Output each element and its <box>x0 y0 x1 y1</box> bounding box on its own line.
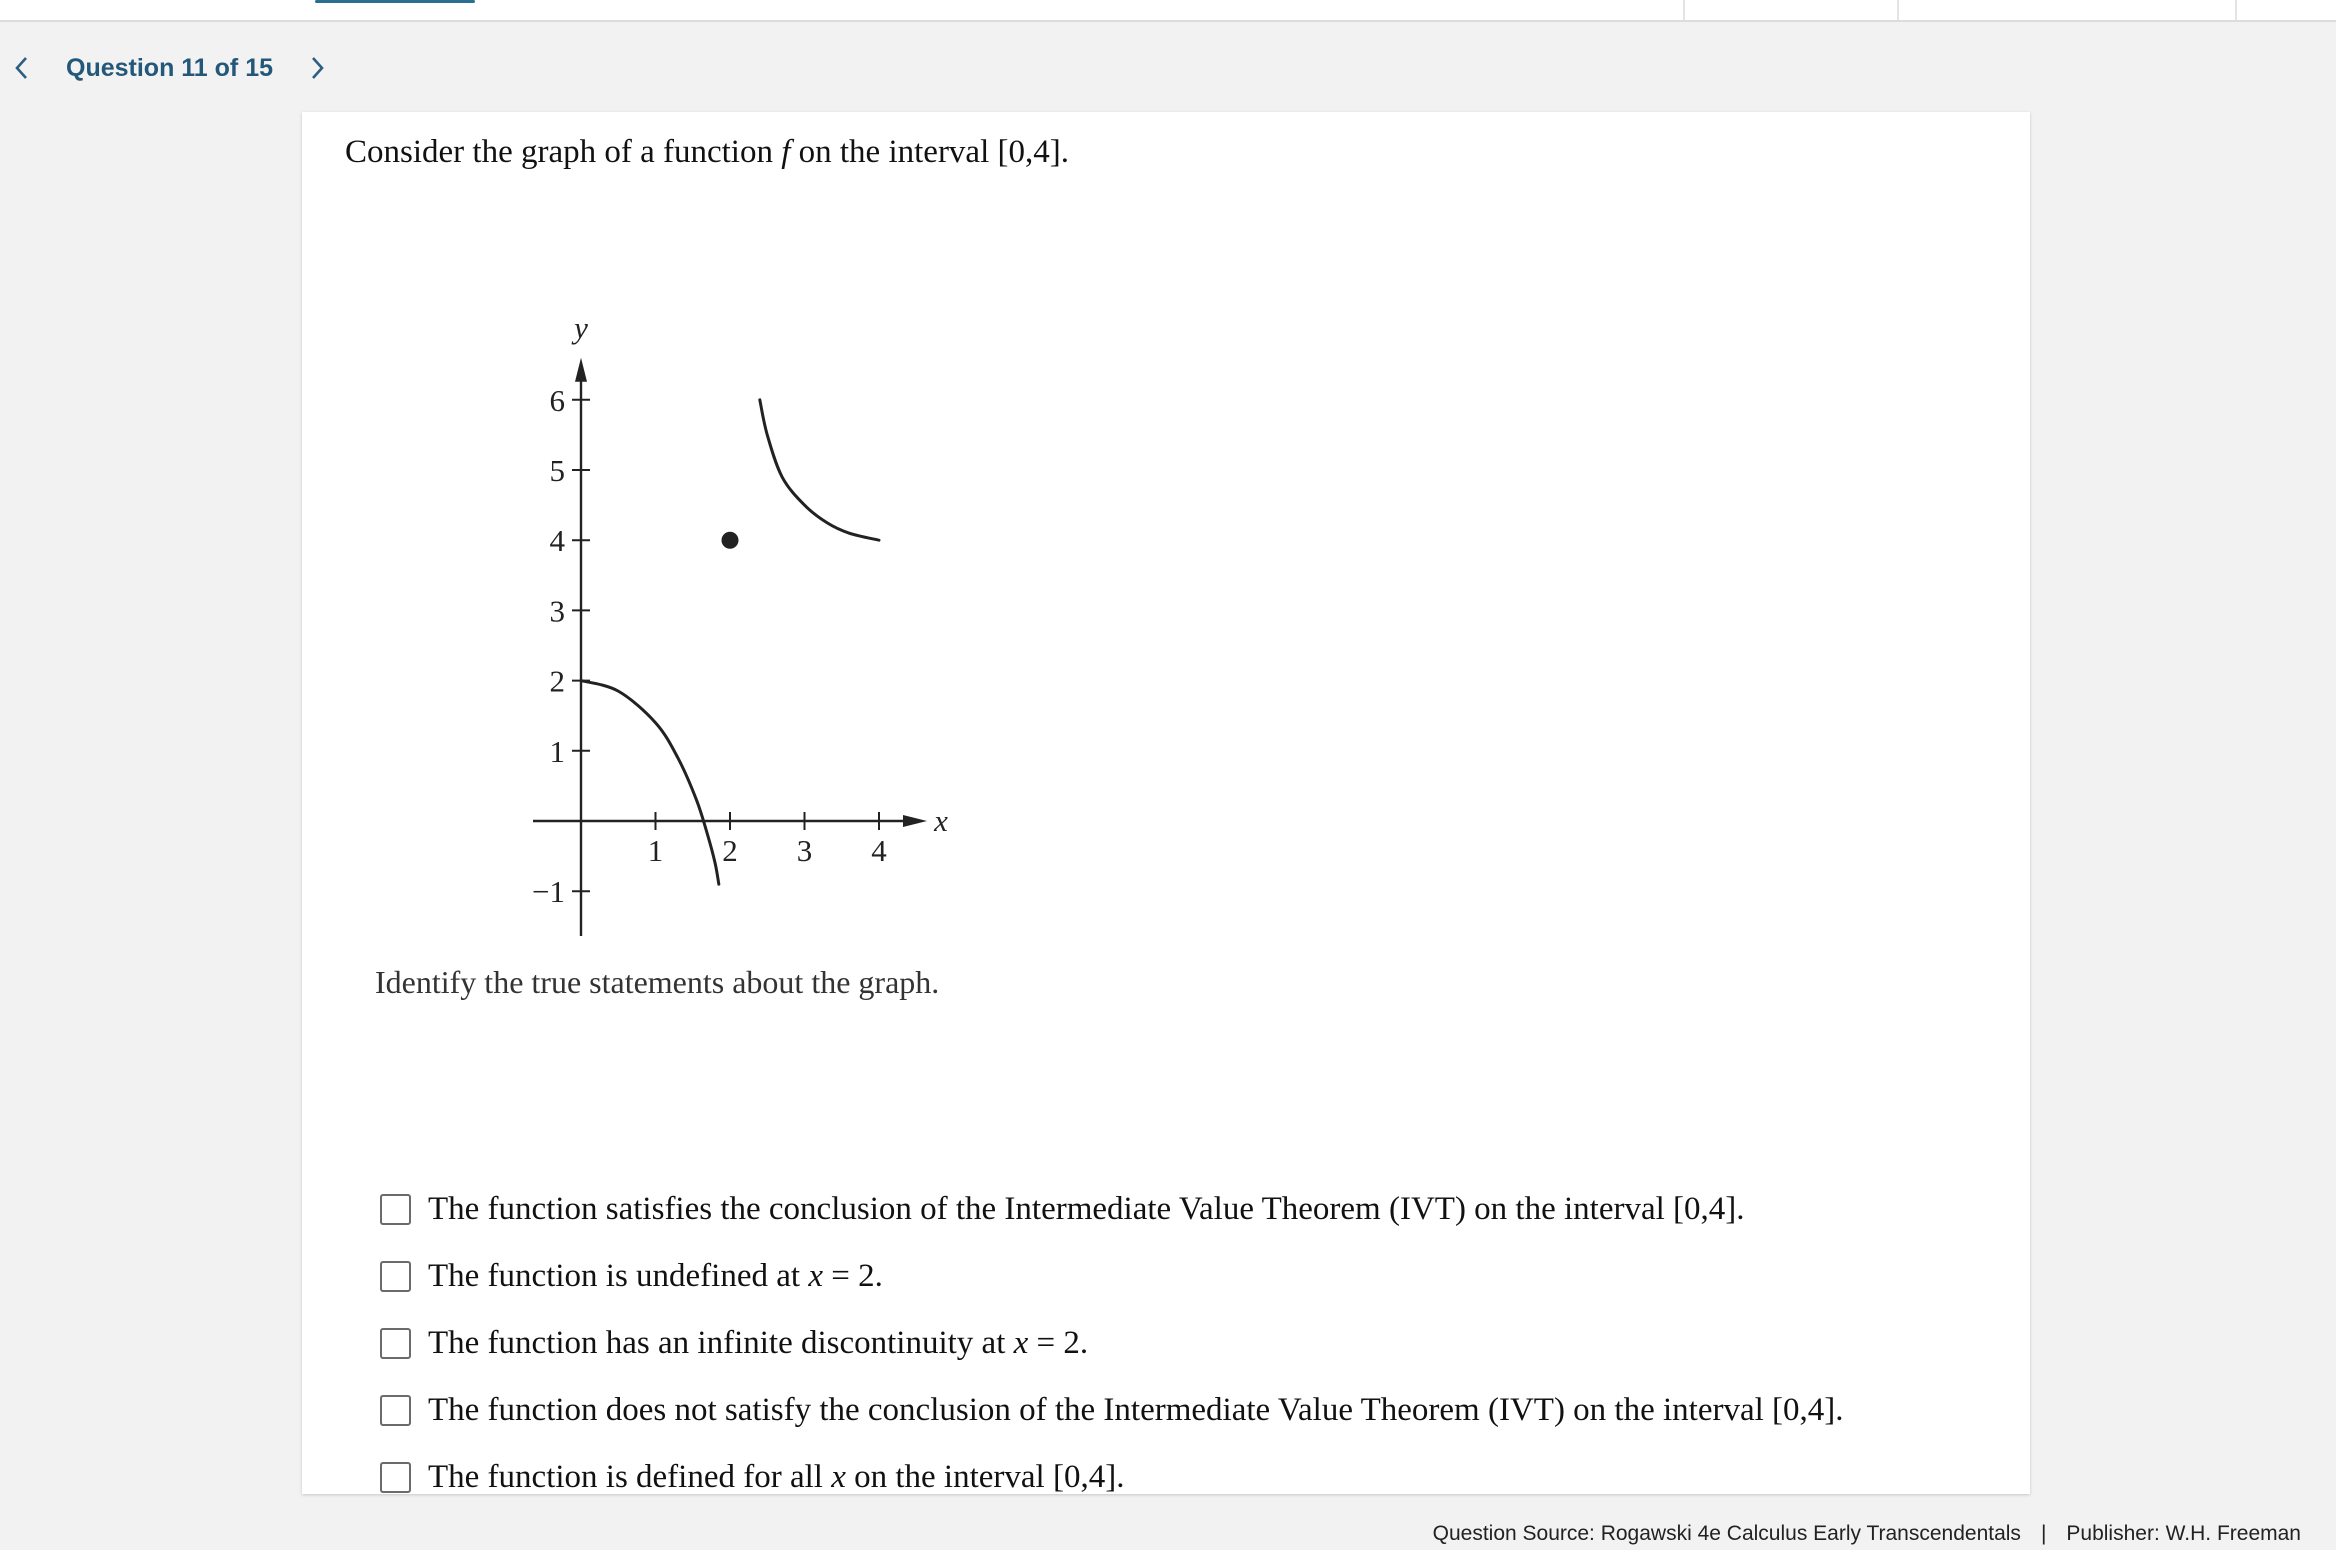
answer-option-text <box>428 1392 1844 1429</box>
prompt-text-start: Consider the graph of a function <box>345 134 782 170</box>
previous-question-button[interactable] <box>0 44 44 92</box>
y-tick-label: 4 <box>549 523 565 559</box>
option-text-part: The function has an infinite discontinuity at <box>428 1325 1014 1361</box>
answer-options <box>380 1176 1844 1511</box>
isolated-point <box>723 533 738 548</box>
question-card <box>302 112 2030 1494</box>
x-tick-label: 1 <box>647 833 664 868</box>
y-axis-arrow <box>575 358 587 382</box>
math-variable: x <box>831 1459 846 1495</box>
x-axis-label: x <box>934 803 948 838</box>
option-text-part: The function does not satisfy the conclusion of the Intermediate Value Theorem (IVT) on the interval [0,4]. <box>428 1392 1844 1428</box>
y-tick-label: 1 <box>549 733 565 769</box>
x-tick-label: 2 <box>722 833 738 868</box>
chevron-left-icon <box>12 54 32 82</box>
option-text-part: on the interval [0,4]. <box>845 1459 1125 1495</box>
footer-separator: | <box>2040 1522 2047 1545</box>
x-tick-label: 4 <box>871 833 887 868</box>
y-tick-label: 5 <box>549 453 565 488</box>
x-tick-label: 3 <box>796 833 813 868</box>
question-source: Question Source: Rogawski 4e Calculus Early Transcendentals <box>1432 1522 2021 1545</box>
function-variable: f <box>781 134 791 170</box>
y-tick-label: 2 <box>549 663 565 699</box>
answer-option-text <box>428 1459 1124 1496</box>
function-branch <box>760 400 879 540</box>
math-variable: x <box>808 1258 823 1294</box>
x-axis-arrow <box>903 815 927 827</box>
option-text-part: The function is undefined at <box>428 1258 809 1294</box>
answer-option-text <box>428 1191 1745 1228</box>
answer-option-text <box>428 1258 883 1295</box>
question-navigation <box>0 44 339 92</box>
question-counter: Question 11 of 15 <box>66 53 274 82</box>
answer-option[interactable] <box>380 1377 1844 1444</box>
top-bar-divider <box>2235 0 2237 20</box>
active-tab-indicator <box>315 0 475 3</box>
next-question-button[interactable] <box>295 44 339 92</box>
answer-option[interactable] <box>380 1176 1844 1243</box>
top-bar <box>0 0 2336 22</box>
top-bar-divider <box>1897 0 1899 20</box>
answer-checkbox[interactable] <box>380 1328 411 1359</box>
option-text-part: The function satisfies the conclusion of the Intermediate Value Theorem (IVT) on the interval [0,4]. <box>428 1191 1745 1227</box>
option-text-part: The function is defined for all <box>428 1459 832 1495</box>
answer-checkbox[interactable] <box>380 1395 411 1426</box>
answer-checkbox[interactable] <box>380 1462 411 1493</box>
answer-checkbox[interactable] <box>380 1194 411 1225</box>
question-prompt <box>345 134 1069 171</box>
publisher: Publisher: W.H. Freeman <box>2066 1522 2301 1545</box>
instruction-text: Identify the true statements about the graph. <box>375 964 940 1000</box>
y-tick-label: 3 <box>549 593 565 629</box>
option-text-part: = 2. <box>1028 1325 1089 1361</box>
option-text-part: = 2. <box>822 1258 883 1294</box>
answer-option[interactable] <box>380 1310 1844 1377</box>
math-variable: x <box>1013 1325 1029 1361</box>
answer-option[interactable] <box>380 1243 1844 1310</box>
question-footer <box>1433 1522 2301 1546</box>
y-tick-label: 6 <box>549 382 565 418</box>
prompt-text-end: on the interval [0,4]. <box>790 134 1069 170</box>
function-graph <box>400 194 1160 954</box>
answer-option[interactable] <box>380 1444 1844 1511</box>
answer-checkbox[interactable] <box>380 1261 411 1292</box>
top-bar-divider <box>1683 0 1685 20</box>
y-axis-label: y <box>574 309 588 345</box>
chevron-right-icon <box>307 54 327 82</box>
answer-option-text <box>428 1325 1088 1362</box>
y-tick-label: −1 <box>532 874 565 910</box>
